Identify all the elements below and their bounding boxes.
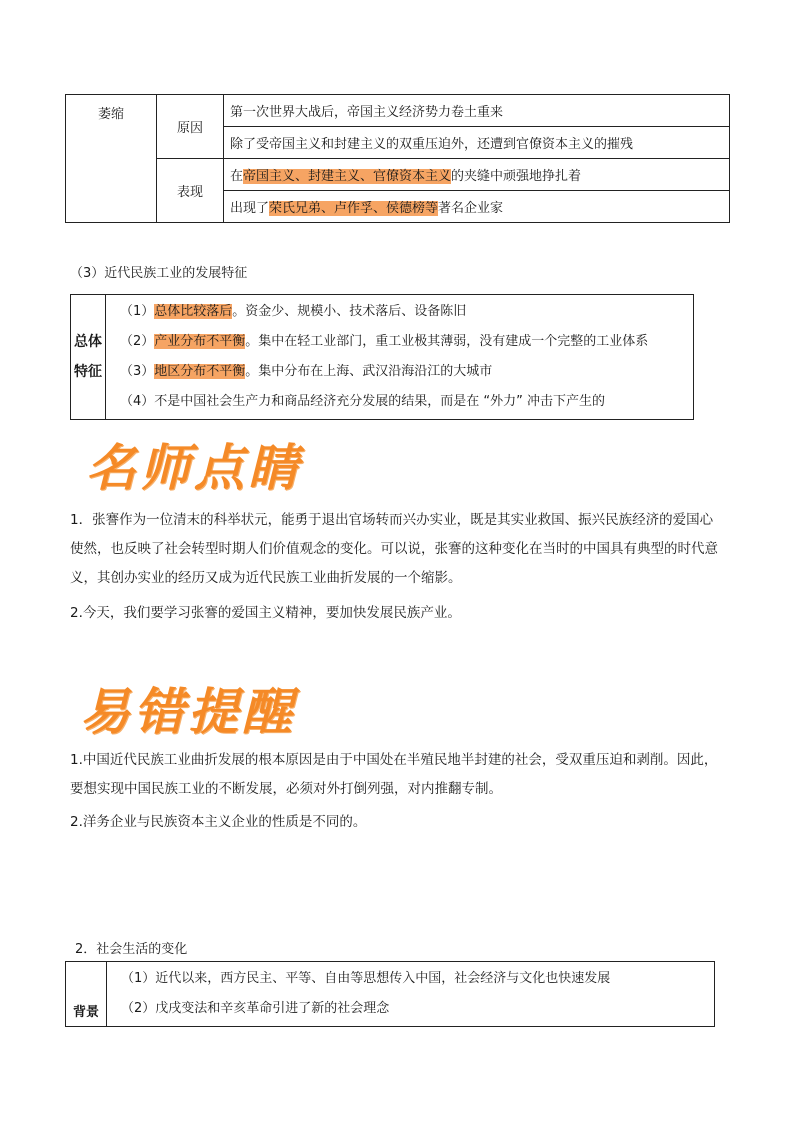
background-row: （1）近代以来，西方民主、平等、自由等思想传入中国，社会经济与文化也快速发展 <box>121 971 611 986</box>
background-body <box>107 962 715 1027</box>
feature-row <box>120 297 683 327</box>
reason-label: 原因 <box>157 95 224 159</box>
feature-num: （2） <box>120 334 155 349</box>
features-head-line-1: 总体 <box>74 334 102 350</box>
highlight: 产业分布不平衡 <box>154 334 246 349</box>
feature-text: 不是中国社会生产力和商品经济充分发展的结果，而是在 “外力” 冲击下产生的 <box>154 394 606 409</box>
highlight: 荣氏兄弟、卢作孚、侯德榜等 <box>269 201 439 216</box>
banner-common-mistakes: 易错提醒 <box>80 682 296 741</box>
show-row-1 <box>224 159 730 191</box>
reason-row-1: 第一次世界大战后，帝国主义经济势力卷土重来 <box>224 95 730 127</box>
reason-row-2: 除了受帝国主义和封建主义的双重压迫外，还遭到官僚资本主义的摧残 <box>224 127 730 159</box>
features-head-line-2: 特征 <box>74 364 102 380</box>
show-label: 表现 <box>157 159 224 223</box>
show-row-2-pre: 出现了 <box>230 201 270 216</box>
background-table <box>65 961 715 1027</box>
background-head: 背景 <box>66 962 107 1027</box>
feature-text: 。资金少、规模小、技术落后、设备陈旧 <box>232 304 467 319</box>
banner-teacher-tips: 名师点睛 <box>86 438 302 497</box>
feature-num: （3） <box>120 364 155 379</box>
tips-paragraph-1: 1．张謇作为一位清末的科举状元，能勇于退出官场转而兴办实业，既是其实业救国、振兴民族经济的爱国心使然，也反映了社会转型时期人们价值观念的变化。可以说，张謇的这种变化在当时的中国具有典型的时代意义，其创办实业的经历又成为近代民族工业曲折发展的一个缩影。 <box>70 512 718 586</box>
feature-text: 。集中分布在上海、武汉沿海沿江的大城市 <box>245 364 493 379</box>
warning-paragraph-1: 1.中国近代民族工业曲折发展的根本原因是由于中国处在半殖民地半封建的社会，受双重压迫和剥削。因此，要想实现中国民族工业的不断发展，必须对外打倒列强，对内推翻专制。 <box>70 752 718 797</box>
feature-row <box>120 357 683 387</box>
features-body <box>106 295 694 420</box>
highlight: 地区分布不平衡 <box>154 364 246 379</box>
show-row-2-post: 著名企业家 <box>438 201 504 216</box>
warning-paragraph-2: 2.洋务企业与民族资本主义企业的性质是不同的。 <box>70 814 367 830</box>
show-row-1-pre: 在 <box>230 169 244 184</box>
show-row-1-post: 的夹缝中顽强地挣扎着 <box>451 169 582 184</box>
decline-table <box>65 94 730 223</box>
tips-paragraph-2: 2.今天，我们要学习张謇的爱国主义精神，要加快发展民族产业。 <box>70 605 461 621</box>
highlight: 帝国主义、封建主义、官僚资本主义 <box>243 169 452 184</box>
feature-num: （4） <box>120 394 155 409</box>
show-row-2 <box>224 191 730 223</box>
feature-num: （1） <box>120 304 155 319</box>
features-table <box>70 294 694 420</box>
feature-row <box>120 387 683 417</box>
background-row: （2）戊戌变法和辛亥革命引进了新的社会理念 <box>121 1001 390 1016</box>
section-3-title: （3）近代民族工业的发展特征 <box>70 266 248 281</box>
category-cell: 萎缩 <box>66 95 157 223</box>
highlight: 总体比较落后 <box>154 304 233 319</box>
feature-row <box>120 327 683 357</box>
section-2-title: 2．社会生活的变化 <box>75 942 188 957</box>
features-head <box>71 295 106 420</box>
feature-text: 。集中在轻工业部门，重工业极其薄弱，没有建成一个完整的工业体系 <box>245 334 649 349</box>
